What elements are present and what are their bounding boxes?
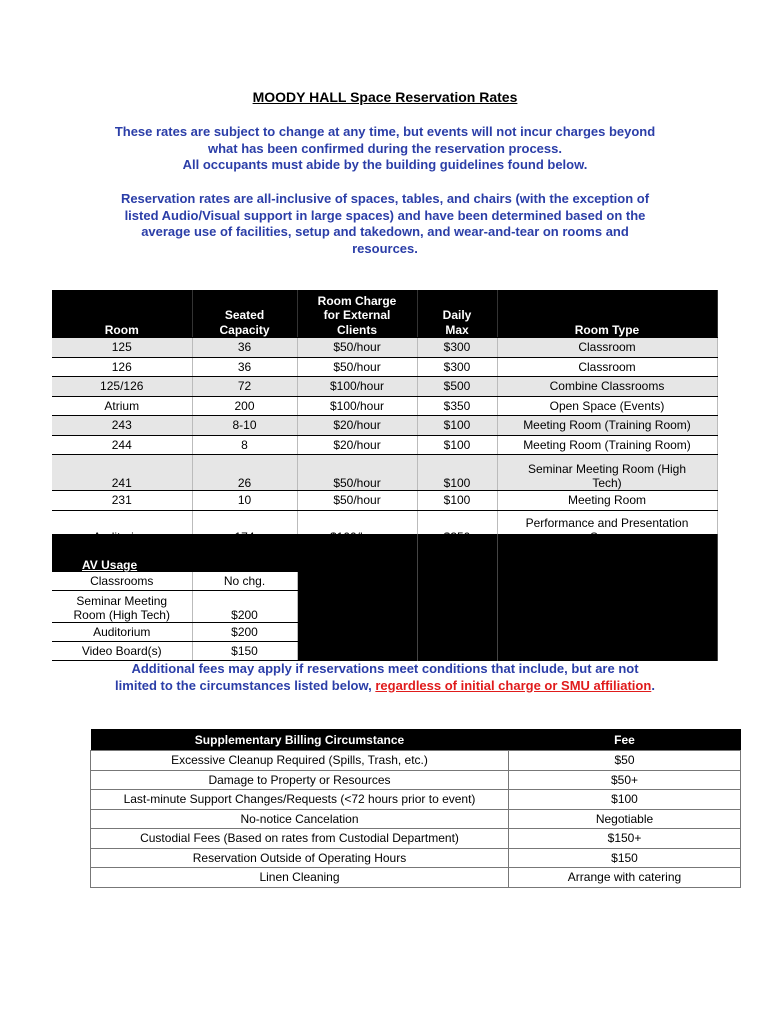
av-empty-cell [297, 572, 417, 591]
cell-type: Meeting Room (Training Room) [497, 416, 717, 436]
cell-charge: $20/hour [297, 435, 417, 455]
cell-max: $100 [417, 455, 497, 491]
table-row [52, 377, 717, 397]
header-daily-max [417, 290, 497, 338]
cell-room: 231 [52, 491, 192, 511]
cell-room: 125/126 [52, 377, 192, 397]
table-row [91, 848, 741, 868]
header-label: for External [323, 308, 391, 322]
cell-type-line: Seminar Meeting Room (High [527, 462, 687, 476]
notice-line: All occupants must abide by the building guidelines found below. [182, 157, 588, 172]
cell-circumstance: Linen Cleaning [91, 868, 509, 888]
av-header-row [52, 534, 717, 572]
cell-room: Atrium [52, 396, 192, 416]
notice-line [90, 678, 680, 695]
affiliation-warning: regardless of initial charge or SMU affiliation [375, 677, 652, 693]
cell-charge: $20/hour [297, 416, 417, 436]
table-row [52, 416, 717, 436]
header-label: Capacity [219, 322, 270, 337]
notice-line: what has been confirmed during the reservation process. [208, 140, 562, 156]
header-label: Clients [336, 322, 377, 337]
header-fee: Fee [509, 729, 741, 751]
cell-charge: $100/hour [297, 396, 417, 416]
av-empty-cell [297, 623, 417, 642]
av-empty-cell [417, 591, 497, 623]
header-label: Room Charge [317, 293, 397, 308]
av-fee: $200 [192, 623, 297, 642]
av-fee: $150 [192, 642, 297, 661]
table-row [52, 338, 717, 358]
cell-fee: $50 [509, 751, 741, 771]
inclusive-rates-notice [90, 191, 680, 257]
av-empty-cell [497, 623, 717, 642]
av-fee: No chg. [192, 572, 297, 591]
notice-line: average use of facilities, setup and takedown, and wear-and-tear on rooms and [141, 224, 629, 239]
cell-capacity: 26 [192, 455, 297, 491]
av-empty-cell [192, 534, 297, 572]
av-empty-cell [417, 534, 497, 572]
cell-circumstance: No-notice Cancelation [91, 809, 509, 829]
cell-max: $100 [417, 435, 497, 455]
cell-type: Meeting Room (Training Room) [497, 435, 717, 455]
cell-circumstance: Reservation Outside of Operating Hours [91, 848, 509, 868]
cell-max: $100 [417, 491, 497, 511]
cell-circumstance: Damage to Property or Resources [91, 770, 509, 790]
cell-fee: Negotiable [509, 809, 741, 829]
header-label: Max [445, 322, 469, 337]
cell-fee: $50+ [509, 770, 741, 790]
av-fee: $200 [192, 591, 297, 623]
av-empty-cell [497, 572, 717, 591]
av-row [52, 642, 717, 661]
av-empty-cell [297, 642, 417, 661]
av-item: Auditorium [52, 623, 192, 642]
av-empty-cell [417, 572, 497, 591]
table-row [52, 435, 717, 455]
av-usage-heading: AV Usage [82, 558, 138, 572]
cell-room: 126 [52, 357, 192, 377]
header-capacity [192, 290, 297, 338]
header-room [52, 290, 192, 338]
cell-capacity: 72 [192, 377, 297, 397]
cell-type [497, 455, 717, 491]
cell-charge: $50/hour [297, 357, 417, 377]
notice-text: . [651, 677, 655, 693]
cell-capacity: 36 [192, 357, 297, 377]
cell-type-line: Tech) [592, 476, 622, 490]
cell-capacity: 8 [192, 435, 297, 455]
cell-room: 241 [52, 455, 192, 491]
header-label: Daily [442, 308, 472, 322]
cell-charge: $100/hour [297, 377, 417, 397]
notice-line: resources. [352, 240, 418, 256]
cell-capacity: 8-10 [192, 416, 297, 436]
cell-max: $300 [417, 357, 497, 377]
header-label: Seated [224, 308, 265, 322]
av-empty-cell [497, 591, 717, 623]
notice-line: Reservation rates are all-inclusive of spaces, tables, and chairs (with the exception of [120, 191, 650, 206]
av-empty-cell [297, 534, 417, 572]
table-header-row [91, 729, 741, 751]
cell-max: $300 [417, 338, 497, 358]
cell-charge: $50/hour [297, 338, 417, 358]
notice-line: listed Audio/Visual support in large spaces) and have been determined based on the [124, 207, 646, 223]
notice-text: limited to the circumstances listed below, [115, 677, 376, 693]
table-row [91, 790, 741, 810]
rate-change-notice [90, 124, 680, 174]
additional-fees-notice [90, 661, 680, 694]
table-row [52, 396, 717, 416]
cell-circumstance: Custodial Fees (Based on rates from Custodial Department) [91, 829, 509, 849]
cell-type: Classroom [497, 357, 717, 377]
cell-max: $100 [417, 416, 497, 436]
cell-fee: $100 [509, 790, 741, 810]
av-row [52, 572, 717, 591]
page-title: MOODY HALL Space Reservation Rates [252, 89, 518, 105]
cell-circumstance: Excessive Cleanup Required (Spills, Trash, etc.) [91, 751, 509, 771]
header-label: Room [104, 322, 139, 337]
cell-capacity: 36 [192, 338, 297, 358]
cell-fee: Arrange with catering [509, 868, 741, 888]
header-label: Room Type [574, 322, 640, 337]
cell-charge: $50/hour [297, 455, 417, 491]
table-row [91, 770, 741, 790]
av-empty-cell [297, 591, 417, 623]
supplementary-billing-table [90, 729, 741, 888]
cell-type: Combine Classrooms [497, 377, 717, 397]
table-row [52, 455, 717, 491]
table-row [91, 809, 741, 829]
table-header-row [52, 290, 717, 338]
cell-room: 244 [52, 435, 192, 455]
av-usage-table [52, 534, 718, 661]
cell-type: Meeting Room [497, 491, 717, 511]
cell-type: Open Space (Events) [497, 396, 717, 416]
notice-line: Additional fees may apply if reservations meet conditions that include, but are not [131, 661, 639, 676]
cell-room: 243 [52, 416, 192, 436]
table-row [91, 751, 741, 771]
room-rates-table [52, 290, 718, 545]
av-item-line: Seminar Meeting [76, 594, 168, 608]
av-item-line: Room (High Tech) [73, 608, 170, 622]
av-item: Video Board(s) [52, 642, 192, 661]
av-empty-cell [497, 534, 717, 572]
cell-fee: $150+ [509, 829, 741, 849]
cell-max: $500 [417, 377, 497, 397]
cell-capacity: 200 [192, 396, 297, 416]
table-row [91, 829, 741, 849]
table-row [91, 868, 741, 888]
av-empty-cell [497, 642, 717, 661]
cell-circumstance: Last-minute Support Changes/Requests (<72 hours prior to event) [91, 790, 509, 810]
av-empty-cell [417, 642, 497, 661]
av-empty-cell [417, 623, 497, 642]
header-charge [297, 290, 417, 338]
cell-max: $350 [417, 396, 497, 416]
header-circumstance: Supplementary Billing Circumstance [91, 729, 509, 751]
notice-line: These rates are subject to change at any time, but events will not incur charges beyond [114, 124, 656, 139]
cell-fee: $150 [509, 848, 741, 868]
av-item [52, 591, 192, 623]
cell-room: 125 [52, 338, 192, 358]
table-row [52, 357, 717, 377]
cell-capacity: 10 [192, 491, 297, 511]
cell-charge: $50/hour [297, 491, 417, 511]
av-row [52, 623, 717, 642]
table-row [52, 491, 717, 511]
av-row [52, 591, 717, 623]
av-item: Classrooms [52, 572, 192, 591]
header-room-type [497, 290, 717, 338]
cell-type-line: Performance and Presentation [525, 515, 689, 530]
cell-type: Classroom [497, 338, 717, 358]
